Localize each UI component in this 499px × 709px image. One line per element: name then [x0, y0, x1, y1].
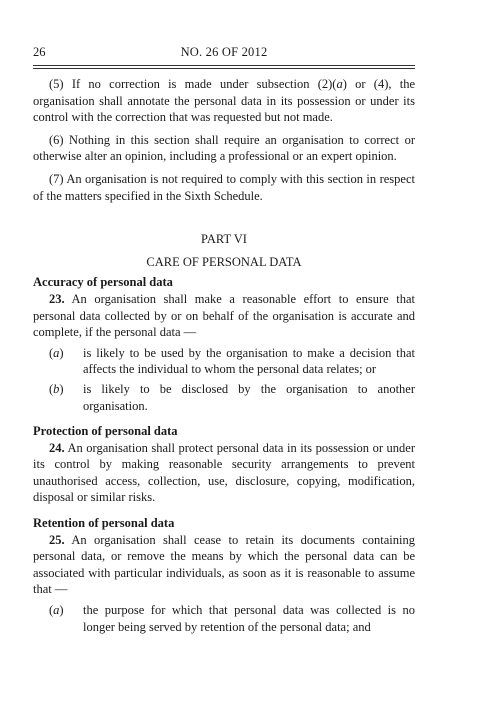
list-item: (b) is likely to be disclosed by the organisation to another organisation. — [49, 381, 415, 413]
part-title: PART VI — [201, 232, 247, 247]
section-23-list — [33, 345, 415, 414]
act-number: NO. 26 OF 2012 — [180, 45, 268, 59]
subsection-5: (5) If no correction is made under subsection (2)(a) or (4), the organisation shall annotate the personal data in its possession or under its control with the correction that was requested but not made. — [33, 77, 415, 125]
section-23-text: 23. An organisation shall make a reasonable effort to ensure that personal data collected by or on behalf of the organisation is accurate and complete, if the personal data — — [33, 291, 415, 340]
section-24-number: 24. — [49, 440, 65, 455]
document-body — [33, 76, 415, 635]
section-23-number: 23. — [49, 291, 65, 306]
section-24-text: 24. An organisation shall protect personal data in its possession or under its control by making reasonable security arrangements to prevent unauthorised access, collection, use, disclosure, copying, modification, disposal or similar risks. — [33, 440, 415, 505]
list-marker: (a) — [49, 345, 64, 360]
list-item: (a) is likely to be used by the organisation to make a decision that affects the individual to whom the personal data relates; or — [49, 345, 415, 377]
subsection-7: (7) An organisation is not required to comply with this section in respect of the matters specified in the Sixth Schedule. — [33, 171, 415, 203]
section-25-number: 25. — [49, 532, 65, 547]
page-header — [33, 45, 415, 61]
section-24-heading: Protection of personal data — [33, 424, 178, 439]
section-25-heading: Retention of personal data — [33, 516, 175, 531]
list-item: (a) the purpose for which that personal data was collected is no longer being served by retention of the personal data; and — [49, 603, 415, 634]
header-rule-top — [33, 65, 415, 66]
list-marker: (b) — [49, 381, 64, 396]
header-rule-bottom — [33, 68, 415, 69]
page-number: 26 — [33, 45, 46, 59]
section-25-text: 25. An organisation shall cease to retain its documents containing personal data, or remove the means by which the personal data can be associated with particular individuals, as soon as it is reasonable to assume that — — [33, 532, 415, 597]
subsection-6: (6) Nothing in this section shall require an organisation to correct or otherwise alter an opinion, including a professional or an expert opinion. — [33, 132, 415, 164]
list-marker: (a) — [49, 603, 64, 618]
section-25-list — [33, 602, 415, 635]
part-subtitle: CARE OF PERSONAL DATA — [146, 254, 302, 269]
section-23-heading: Accuracy of personal data — [33, 275, 173, 290]
